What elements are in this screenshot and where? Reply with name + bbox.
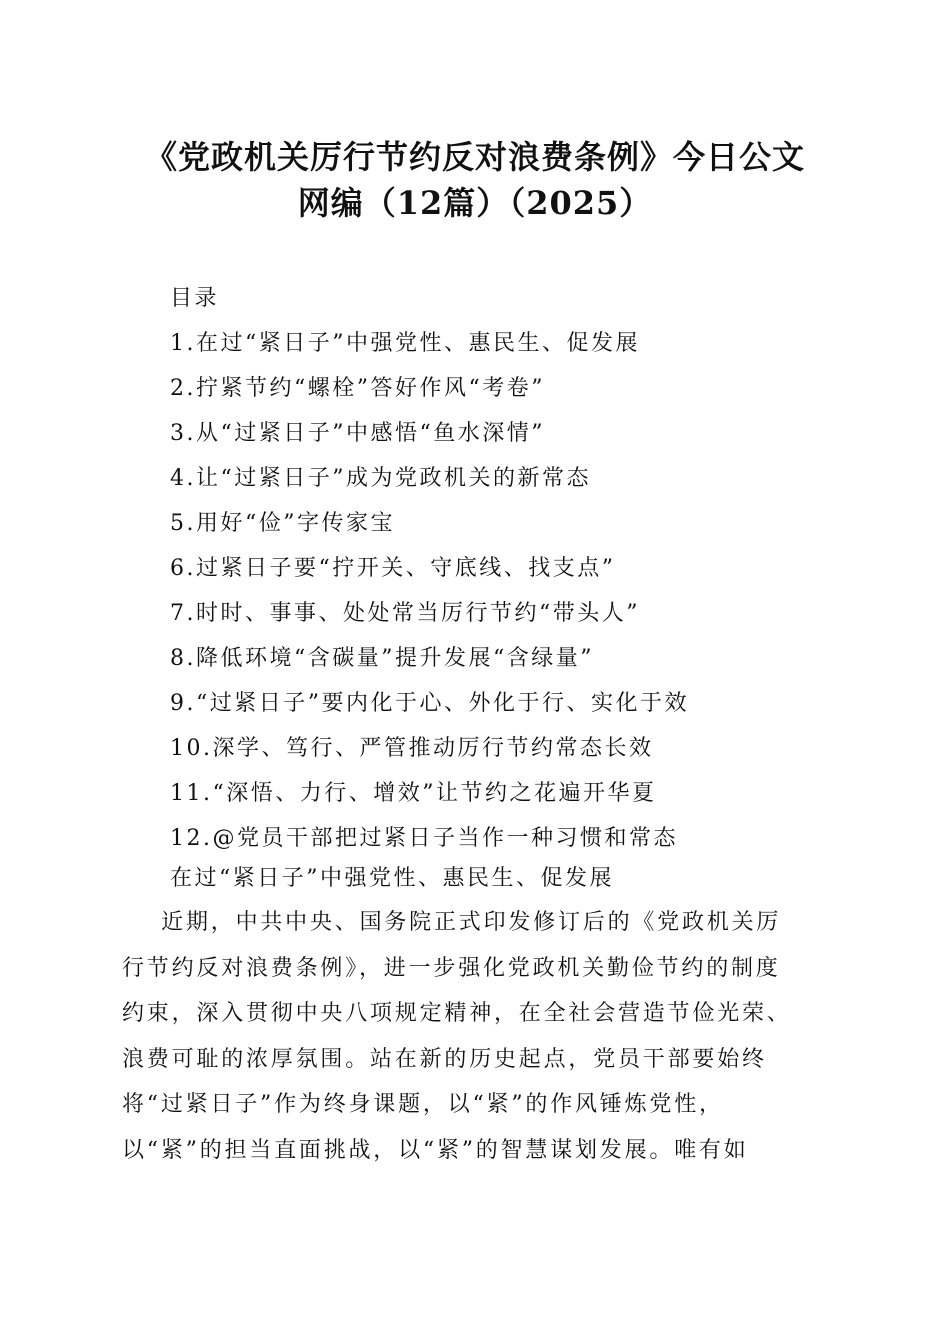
toc-item-8: 8.降低环境“含碳量”提升发展“含绿量” <box>170 646 594 671</box>
toc-item-3: 3.从“过紧日子”中感悟“鱼水深情” <box>170 421 545 446</box>
toc-item-12: 12.@党员干部把过紧日子当作一种习惯和常态 <box>170 826 678 851</box>
title-line-1: 《党政机关厉行节约反对浪费条例》今日公文 <box>144 138 805 176</box>
section-heading: 在过“紧日子”中强党性、惠民生、促发展 <box>170 866 614 891</box>
toc-heading: 目录 <box>170 286 220 311</box>
body-line-1: 近期，中共中央、国务院正式印发修订后的《党政机关厉 <box>122 910 782 935</box>
body-line-3: 约束，深入贯彻中央八项规定精神，在全社会营造节俭光荣、 <box>122 1001 792 1026</box>
toc-item-2: 2.拧紧节约“螺栓”答好作风“考卷” <box>170 376 545 401</box>
toc-item-10: 10.深学、笃行、严管推动厉行节约常态长效 <box>170 736 654 761</box>
toc-item-11: 11.“深悟、力行、增效”让节约之花遍开华夏 <box>170 781 657 806</box>
body-line-2: 行节约反对浪费条例》，进一步强化党政机关勤俭节约的制度 <box>122 955 781 981</box>
title-line-2: 网编（12篇）（2025） <box>297 184 653 222</box>
body-paragraph <box>122 900 828 1173</box>
table-of-contents <box>170 276 850 861</box>
toc-item-7: 7.时时、事事、处处常当厉行节约“带头人” <box>170 601 640 626</box>
toc-item-5: 5.用好“俭”字传家宝 <box>170 511 395 536</box>
body-line-4: 浪费可耻的浓厚氛围。站在新的历史起点，党员干部要始终 <box>122 1046 767 1072</box>
toc-item-6: 6.过紧日子要“拧开关、守底线、找支点” <box>170 556 616 581</box>
toc-item-9: 9.“过紧日子”要内化于心、外化于行、实化于效 <box>170 691 689 716</box>
toc-item-1: 1.在过“紧日子”中强党性、惠民生、促发展 <box>170 331 640 356</box>
body-line-6: 以“紧”的担当直面挑战，以“紧”的智慧谋划发展。唯有如 <box>122 1137 749 1163</box>
toc-item-4: 4.让“过紧日子”成为党政机关的新常态 <box>170 466 591 491</box>
body-line-5: 将“过紧日子”作为终身课题，以“紧”的作风锤炼党性， <box>122 1092 724 1117</box>
document-title <box>110 134 840 226</box>
